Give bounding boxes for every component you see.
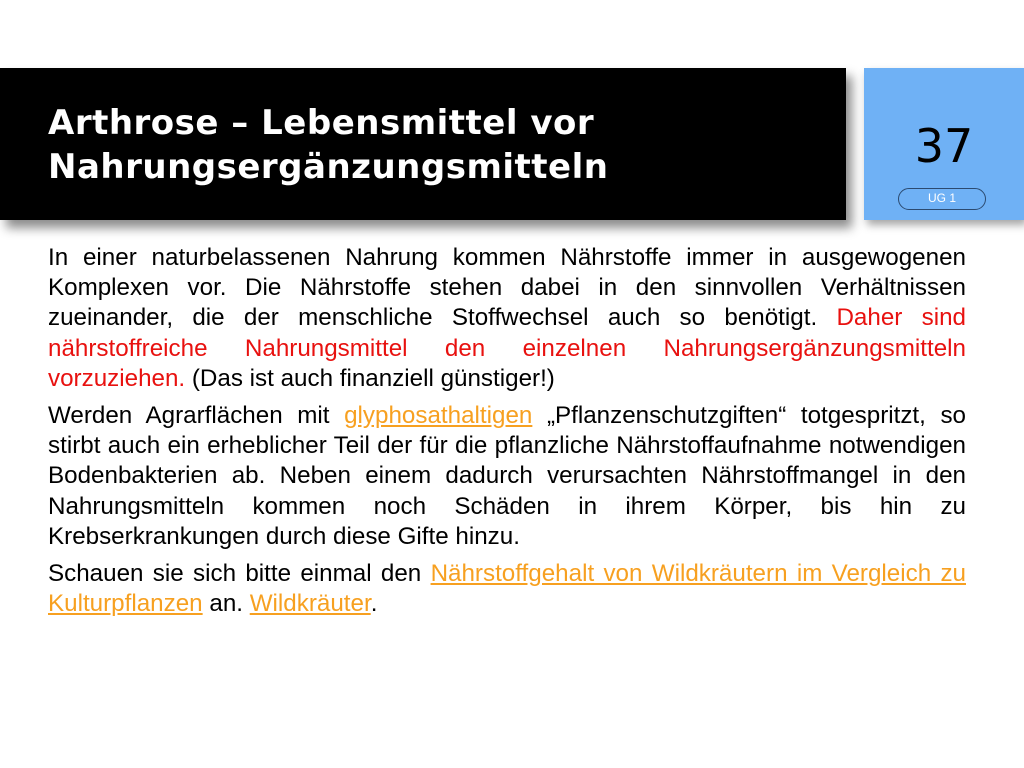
paragraph-2-text: „Pflanzenschutzgiften“ totgespritzt, so stirbt auch ein erheblicher Teil der für die pflanzliche Nährstoffaufnahme notwendigen Bodenbakterien ab. Neben einem dadurch verursachten Nährstoffmangel in den Nahrungsmitteln kommen noch Schäden in ihrem Körper, bis hin zu Krebserkrankungen durch diese Gifte hinzu.: [48, 402, 967, 550]
slide-body: [48, 243, 966, 626]
paragraph-glyphosate: [48, 401, 966, 552]
highlight-recommendation: Daher sind nährstoffreiche Nahrungsmittel den einzelnen Nahrungsergänzungsmitteln vorzuziehen.: [48, 304, 966, 392]
paragraph-3-intro: Schauen sie sich bitte einmal den: [48, 560, 431, 588]
paragraph-3-middle: an.: [202, 590, 250, 618]
paragraph-wild-herbs: [48, 559, 966, 619]
paragraph-3-end: .: [370, 590, 378, 618]
slide-title-line-1: Arthrose – Lebensmittel vor: [48, 103, 595, 143]
paragraph-nutrients: [48, 243, 966, 394]
paragraph-2-intro: Werden Agrarflächen mit: [48, 402, 345, 430]
paragraph-1-note: (Das ist auch finanziell günstiger!): [185, 364, 555, 392]
wild-herbs-link[interactable]: Wildkräuter: [249, 590, 371, 618]
unit-badge: UG 1: [898, 188, 986, 210]
nutrient-comparison-link[interactable]: Nährstoffgehalt von Wildkräutern im Vergleich zu Kulturpflanzen: [48, 560, 966, 618]
slide-title: [48, 101, 838, 189]
glyphosate-link[interactable]: glyphosathaltigen: [344, 402, 533, 430]
paragraph-1-text: In einer naturbelassenen Nahrung kommen Nährstoffe immer in ausgewogenen Komplexen vor. Die Nährstoffe stehen dabei in den sinnvollen Verhältnissen zueinander, die der menschliche Stoffwechsel auch so benötigt.: [48, 244, 966, 332]
slide-title-line-2: Nahrungsergänzungsmitteln: [48, 147, 609, 187]
slide-number: 37: [914, 119, 974, 173]
